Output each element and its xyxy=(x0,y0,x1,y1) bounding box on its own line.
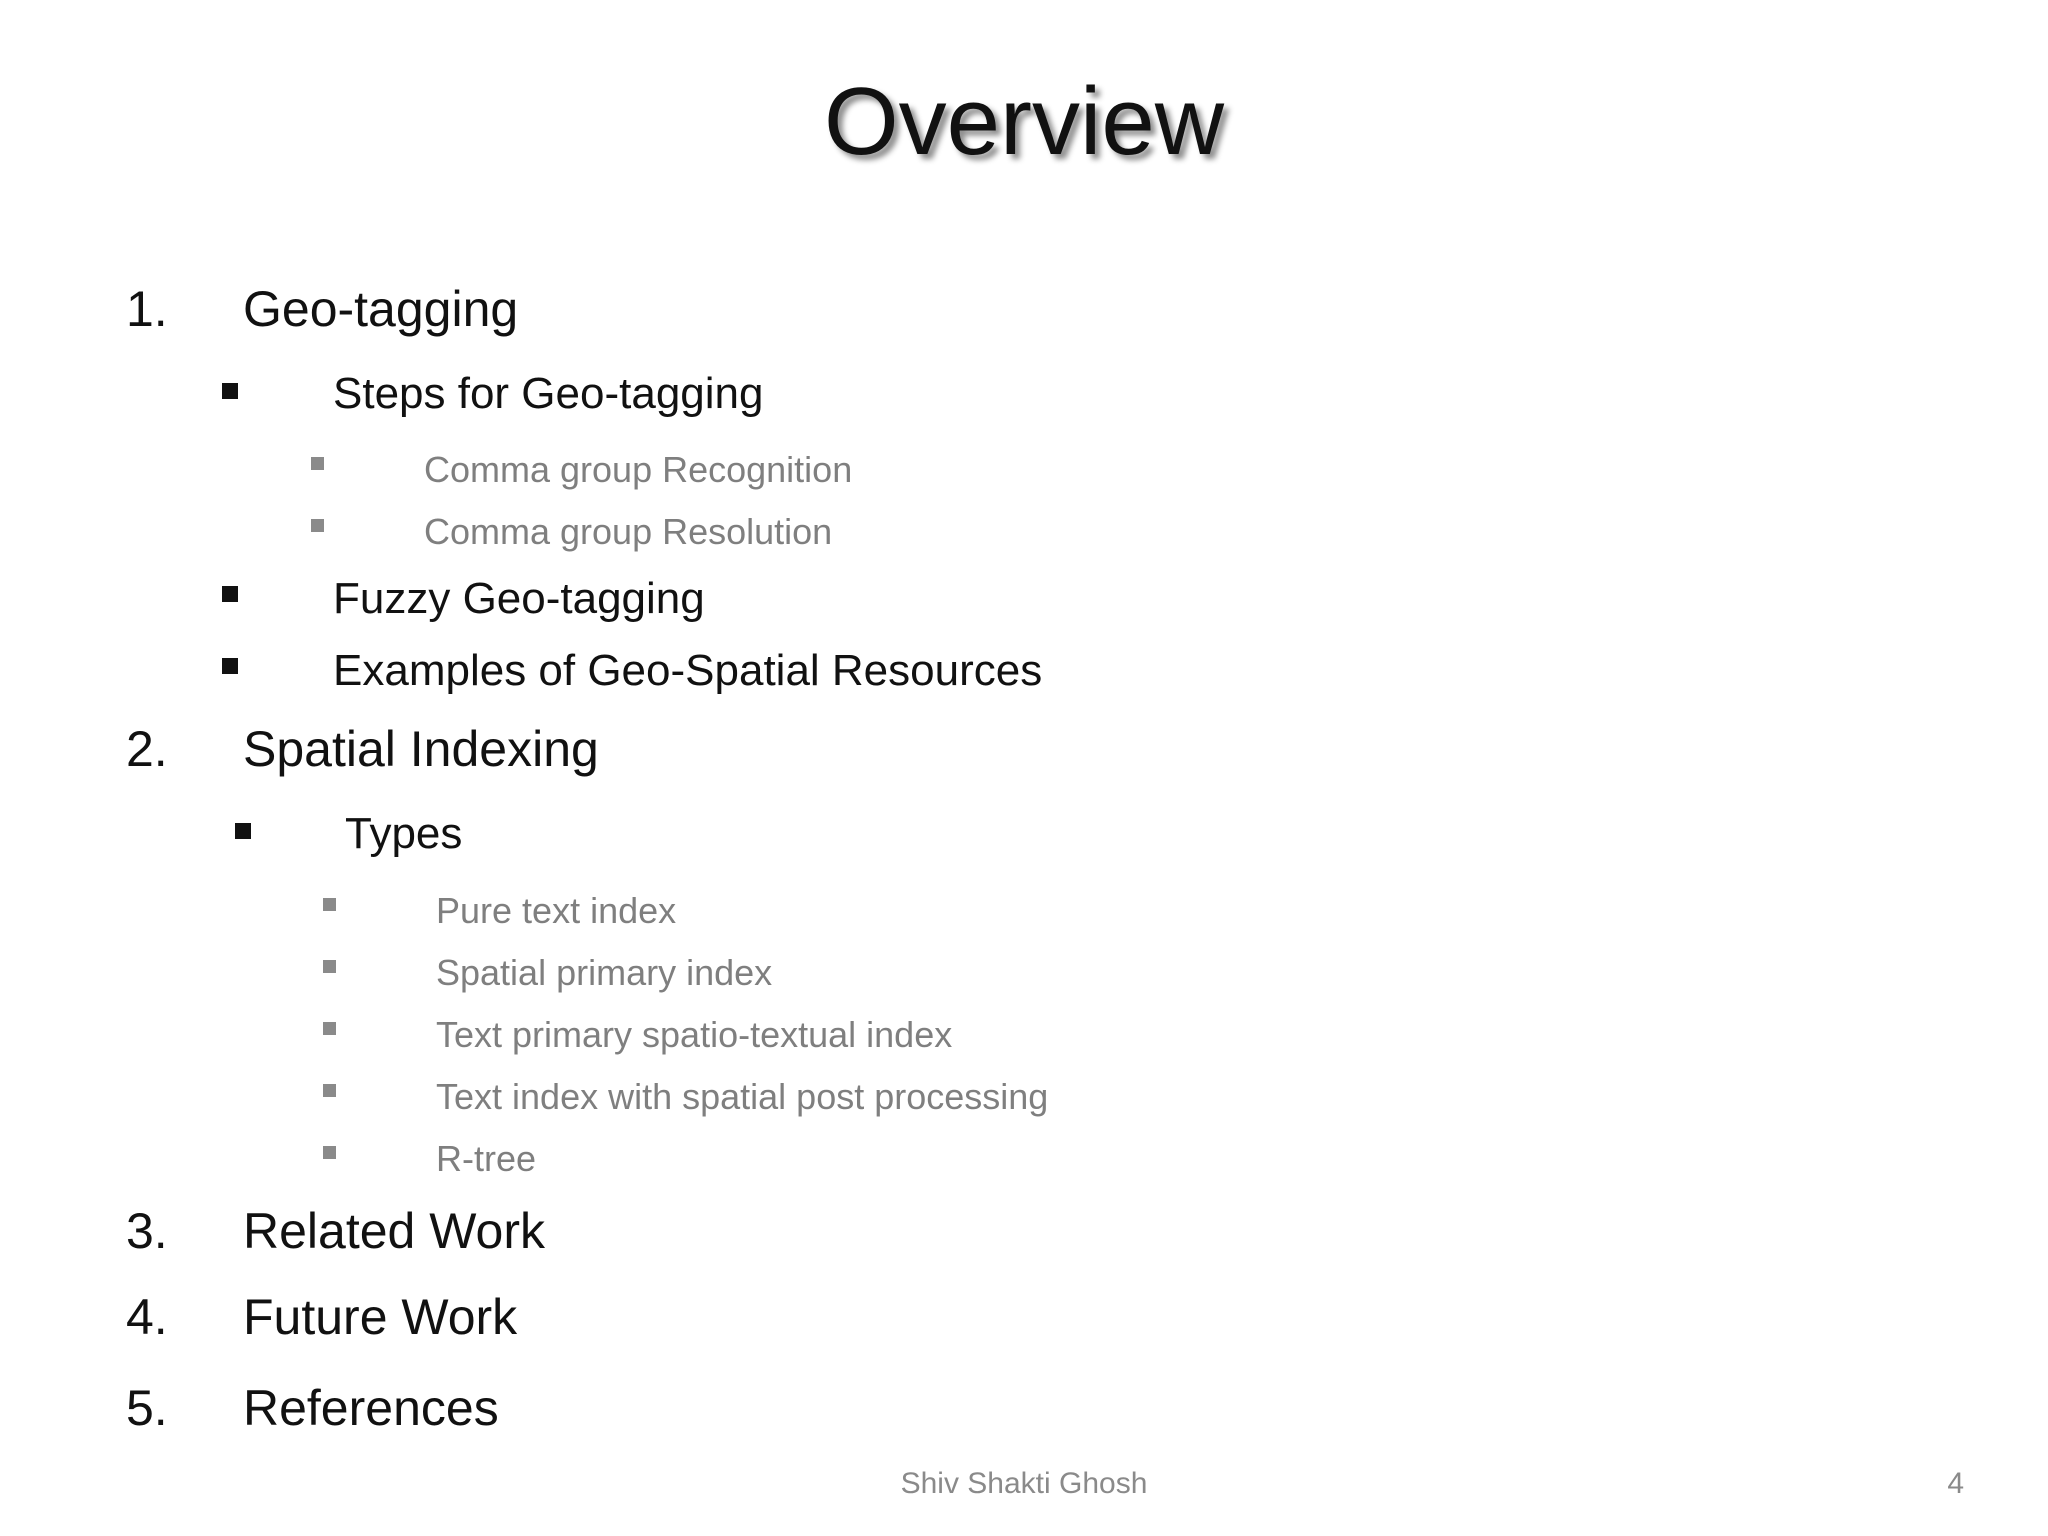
square-bullet-icon xyxy=(323,960,336,973)
square-bullet-icon xyxy=(323,1022,336,1035)
square-bullet-icon xyxy=(235,823,251,839)
square-bullet-icon xyxy=(222,586,238,602)
square-bullet-icon xyxy=(311,519,324,532)
item-label: Comma group Recognition xyxy=(424,449,853,490)
item-label: Fuzzy Geo-tagging xyxy=(333,574,705,623)
item-label: References xyxy=(243,1380,499,1436)
item-number: 4. xyxy=(126,1289,168,1345)
item-label: Text primary spatio-textual index xyxy=(436,1014,953,1055)
item-label: Text index with spatial post processing xyxy=(436,1076,1049,1117)
item-label: Future Work xyxy=(243,1289,518,1345)
square-bullet-icon xyxy=(222,383,238,399)
slide-title: Overview xyxy=(823,68,1225,175)
item-label: Examples of Geo-Spatial Resources xyxy=(333,646,1043,695)
item-label: Steps for Geo-tagging xyxy=(333,369,764,418)
item-label: Geo-tagging xyxy=(243,281,519,337)
square-bullet-icon xyxy=(323,898,336,911)
item-label: Spatial primary index xyxy=(436,952,773,993)
square-bullet-icon xyxy=(323,1084,336,1097)
square-bullet-icon xyxy=(222,658,238,674)
item-label: R-tree xyxy=(436,1138,537,1179)
item-number: 3. xyxy=(126,1203,168,1259)
item-label: Comma group Resolution xyxy=(424,511,833,552)
square-bullet-icon xyxy=(311,457,324,470)
item-number: 2. xyxy=(126,721,168,777)
item-number: 5. xyxy=(126,1380,168,1436)
item-label: Types xyxy=(345,809,463,858)
item-number: 1. xyxy=(126,281,168,337)
page-number: 4 xyxy=(1947,1467,1964,1500)
footer-author: Shiv Shakti Ghosh xyxy=(900,1467,1148,1500)
item-label: Spatial Indexing xyxy=(243,721,599,777)
item-label: Related Work xyxy=(243,1203,545,1259)
item-label: Pure text index xyxy=(436,890,677,931)
square-bullet-icon xyxy=(323,1146,336,1159)
